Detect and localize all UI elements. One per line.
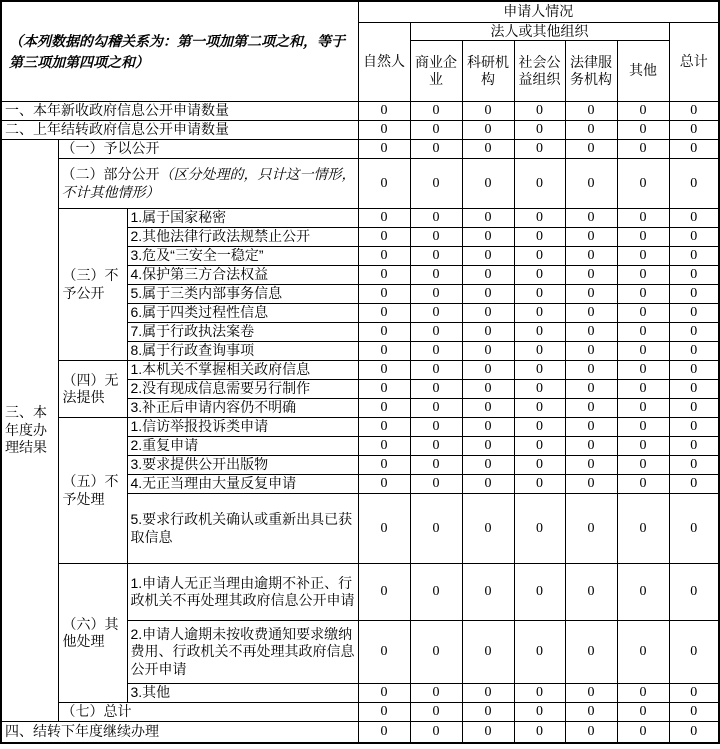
value-cell-partial-disclosure: 0: [462, 159, 514, 209]
row-label-not-disclosed-8: 8.属于行政查询事项: [127, 342, 358, 361]
value-cell-not-disclosed-8: 0: [565, 342, 617, 361]
row-label-not-disclosed-1: 1.属于国家秘密: [127, 209, 358, 228]
reconciliation-note: （本列数据的勾稽关系为：第一项加第二项之和，等于第三项加第四项之和）: [9, 32, 345, 70]
value-cell-not-processed-4: 0: [410, 475, 462, 494]
value-cell-not-disclosed-4: 0: [410, 266, 462, 285]
value-cell-not-processed-4: 0: [617, 475, 669, 494]
value-cell-carried-to-next-year: 0: [669, 722, 719, 743]
value-cell-not-disclosed-7: 0: [617, 323, 669, 342]
value-cell-not-disclosed-6: 0: [358, 304, 410, 323]
value-cell-unable-to-provide-1: 0: [462, 361, 514, 380]
value-cell-not-processed-5: 0: [565, 494, 617, 564]
value-cell-not-disclosed-6: 0: [410, 304, 462, 323]
value-cell-unable-to-provide-1: 0: [617, 361, 669, 380]
value-cell-not-processed-4: 0: [514, 475, 565, 494]
header-legal-service-org: 法律服务机构: [565, 41, 617, 102]
row-label-not-disclosed-4: 4.保护第三方合法权益: [127, 266, 358, 285]
value-cell-not-disclosed-3: 0: [410, 247, 462, 266]
value-cell-new-requests: 0: [410, 102, 462, 121]
group-label-not-disclosed: （三）不予公开: [58, 209, 127, 361]
table-row: [1, 361, 719, 380]
value-cell-not-disclosed-1: 0: [617, 209, 669, 228]
value-cell-unable-to-provide-2: 0: [462, 380, 514, 399]
value-cell-partial-disclosure: 0: [410, 159, 462, 209]
table-row: [1, 564, 719, 621]
row-label-not-disclosed-5: 5.属于三类内部事务信息: [127, 285, 358, 304]
value-cell-not-processed-5: 0: [462, 494, 514, 564]
value-cell-other-handling-1: 0: [462, 564, 514, 621]
value-cell-partial-disclosure: 0: [358, 159, 410, 209]
value-cell-carried-to-next-year: 0: [565, 722, 617, 743]
value-cell-not-processed-3: 0: [462, 456, 514, 475]
row-label-granted: （一）予以公开: [58, 140, 358, 159]
value-cell-not-processed-1: 0: [514, 418, 565, 437]
value-cell-not-disclosed-5: 0: [514, 285, 565, 304]
row-label-partial: [58, 159, 358, 209]
value-cell-other-handling-3: 0: [617, 684, 669, 703]
value-cell-not-disclosed-2: 0: [358, 228, 410, 247]
value-cell-not-disclosed-2: 0: [617, 228, 669, 247]
value-cell-not-disclosed-6: 0: [617, 304, 669, 323]
value-cell-not-processed-5: 0: [669, 494, 719, 564]
value-cell-other-handling-2: 0: [514, 621, 565, 684]
value-cell-not-disclosed-7: 0: [410, 323, 462, 342]
value-cell-not-processed-1: 0: [358, 418, 410, 437]
value-cell-other-handling-2: 0: [410, 621, 462, 684]
table-row: [1, 159, 719, 209]
value-cell-not-disclosed-5: 0: [462, 285, 514, 304]
partial-label-note: （区分处理的，只计这一情形，不计其他情形）: [61, 166, 356, 200]
value-cell-other-handling-1: 0: [358, 564, 410, 621]
value-cell-not-disclosed-1: 0: [514, 209, 565, 228]
value-cell-other-handling-1: 0: [669, 564, 719, 621]
group-label-not-processed: （五）不予处理: [58, 418, 127, 564]
row-label-not-disclosed-2: 2.其他法律行政法规禁止公开: [127, 228, 358, 247]
value-cell-partial-disclosure: 0: [514, 159, 565, 209]
value-cell-other-handling-1: 0: [565, 564, 617, 621]
table-row: [1, 140, 719, 159]
value-cell-not-disclosed-2: 0: [669, 228, 719, 247]
value-cell-not-disclosed-3: 0: [617, 247, 669, 266]
row-label-not-processed-4: 4.无正当理由大量反复申请: [127, 475, 358, 494]
value-cell-not-disclosed-8: 0: [669, 342, 719, 361]
value-cell-not-disclosed-1: 0: [669, 209, 719, 228]
value-cell-other-handling-3: 0: [565, 684, 617, 703]
value-cell-other-handling-2: 0: [462, 621, 514, 684]
header-total: 总计: [669, 22, 719, 102]
value-cell-new-requests: 0: [565, 102, 617, 121]
value-cell-other-handling-2: 0: [358, 621, 410, 684]
value-cell-subtotal: 0: [669, 703, 719, 722]
value-cell-unable-to-provide-3: 0: [514, 399, 565, 418]
value-cell-other-handling-1: 0: [410, 564, 462, 621]
row-label-carried-to-next-year: 四、结转下年度继续办理: [1, 722, 358, 743]
table-row: [1, 722, 719, 743]
value-cell-other-handling-1: 0: [514, 564, 565, 621]
value-cell-not-disclosed-7: 0: [358, 323, 410, 342]
value-cell-subtotal: 0: [514, 703, 565, 722]
value-cell-other-handling-3: 0: [669, 684, 719, 703]
value-cell-other-handling-1: 0: [617, 564, 669, 621]
value-cell-carried-over-last-year: 0: [514, 121, 565, 140]
value-cell-not-disclosed-4: 0: [565, 266, 617, 285]
value-cell-granted-disclosure: 0: [565, 140, 617, 159]
value-cell-granted-disclosure: 0: [617, 140, 669, 159]
value-cell-unable-to-provide-3: 0: [410, 399, 462, 418]
value-cell-unable-to-provide-2: 0: [358, 380, 410, 399]
row-label-other-handling-3: 3.其他: [127, 684, 358, 703]
value-cell-other-handling-2: 0: [617, 621, 669, 684]
value-cell-not-processed-2: 0: [669, 437, 719, 456]
value-cell-not-disclosed-2: 0: [565, 228, 617, 247]
group-label-other-handling: （六）其他处理: [58, 564, 127, 703]
value-cell-not-disclosed-4: 0: [669, 266, 719, 285]
value-cell-partial-disclosure: 0: [669, 159, 719, 209]
value-cell-not-disclosed-4: 0: [462, 266, 514, 285]
value-cell-unable-to-provide-1: 0: [565, 361, 617, 380]
value-cell-partial-disclosure: 0: [617, 159, 669, 209]
value-cell-not-disclosed-7: 0: [514, 323, 565, 342]
row-label-new-requests: 一、本年新收政府信息公开申请数量: [1, 102, 358, 121]
value-cell-not-processed-3: 0: [669, 456, 719, 475]
value-cell-not-disclosed-3: 0: [462, 247, 514, 266]
value-cell-not-processed-2: 0: [514, 437, 565, 456]
value-cell-carried-to-next-year: 0: [514, 722, 565, 743]
value-cell-unable-to-provide-2: 0: [617, 380, 669, 399]
header-applicant-situation: 申请人情况: [358, 1, 719, 22]
value-cell-not-disclosed-8: 0: [514, 342, 565, 361]
value-cell-granted-disclosure: 0: [669, 140, 719, 159]
value-cell-not-disclosed-8: 0: [617, 342, 669, 361]
value-cell-not-disclosed-1: 0: [462, 209, 514, 228]
value-cell-granted-disclosure: 0: [358, 140, 410, 159]
value-cell-other-handling-3: 0: [462, 684, 514, 703]
value-cell-not-processed-1: 0: [410, 418, 462, 437]
row-label-subtotal: （七）总计: [58, 703, 358, 722]
value-cell-carried-to-next-year: 0: [358, 722, 410, 743]
value-cell-other-handling-3: 0: [514, 684, 565, 703]
row-label-unable-1: 1.本机关不掌握相关政府信息: [127, 361, 358, 380]
value-cell-not-disclosed-2: 0: [462, 228, 514, 247]
value-cell-not-disclosed-6: 0: [514, 304, 565, 323]
value-cell-unable-to-provide-2: 0: [514, 380, 565, 399]
value-cell-carried-to-next-year: 0: [410, 722, 462, 743]
table-row: [1, 703, 719, 722]
value-cell-new-requests: 0: [358, 102, 410, 121]
row-label-other-handling-1: 1.申请人无正当理由逾期不补正、行政机关不再处理其政府信息公开申请: [127, 564, 358, 621]
reconciliation-note-cell: [1, 1, 358, 102]
value-cell-carried-over-last-year: 0: [669, 121, 719, 140]
table-row: [1, 418, 719, 437]
value-cell-not-disclosed-4: 0: [617, 266, 669, 285]
header-row-1: [1, 1, 719, 22]
value-cell-carried-over-last-year: 0: [462, 121, 514, 140]
value-cell-granted-disclosure: 0: [462, 140, 514, 159]
value-cell-not-disclosed-1: 0: [565, 209, 617, 228]
value-cell-not-processed-1: 0: [617, 418, 669, 437]
value-cell-not-processed-5: 0: [617, 494, 669, 564]
value-cell-not-disclosed-3: 0: [358, 247, 410, 266]
value-cell-unable-to-provide-1: 0: [410, 361, 462, 380]
row-label-not-processed-1: 1.信访举报投诉类申请: [127, 418, 358, 437]
header-natural-person: 自然人: [358, 22, 410, 102]
value-cell-new-requests: 0: [669, 102, 719, 121]
group-label-unable-to-provide: （四）无法提供: [58, 361, 127, 418]
value-cell-not-processed-1: 0: [462, 418, 514, 437]
header-research-institution: 科研机构: [462, 41, 514, 102]
value-cell-not-processed-5: 0: [514, 494, 565, 564]
value-cell-not-processed-4: 0: [669, 475, 719, 494]
row-label-unable-2: 2.没有现成信息需要另行制作: [127, 380, 358, 399]
table-row: [1, 209, 719, 228]
header-legal-org: 法人或其他组织: [410, 22, 669, 41]
value-cell-not-disclosed-8: 0: [462, 342, 514, 361]
value-cell-not-disclosed-6: 0: [669, 304, 719, 323]
value-cell-not-disclosed-5: 0: [410, 285, 462, 304]
value-cell-unable-to-provide-1: 0: [669, 361, 719, 380]
value-cell-not-disclosed-3: 0: [514, 247, 565, 266]
value-cell-unable-to-provide-3: 0: [669, 399, 719, 418]
value-cell-not-disclosed-2: 0: [410, 228, 462, 247]
value-cell-carried-over-last-year: 0: [410, 121, 462, 140]
row-label-not-disclosed-6: 6.属于四类过程性信息: [127, 304, 358, 323]
value-cell-not-processed-3: 0: [410, 456, 462, 475]
value-cell-not-disclosed-3: 0: [669, 247, 719, 266]
value-cell-new-requests: 0: [617, 102, 669, 121]
value-cell-not-disclosed-1: 0: [410, 209, 462, 228]
value-cell-granted-disclosure: 0: [514, 140, 565, 159]
value-cell-new-requests: 0: [462, 102, 514, 121]
value-cell-unable-to-provide-3: 0: [358, 399, 410, 418]
value-cell-other-handling-3: 0: [358, 684, 410, 703]
value-cell-not-processed-2: 0: [565, 437, 617, 456]
value-cell-new-requests: 0: [514, 102, 565, 121]
value-cell-not-disclosed-5: 0: [358, 285, 410, 304]
value-cell-not-processed-3: 0: [358, 456, 410, 475]
value-cell-not-disclosed-6: 0: [462, 304, 514, 323]
table-row: [1, 121, 719, 140]
value-cell-not-processed-5: 0: [410, 494, 462, 564]
row-label-unable-3: 3.补正后申请内容仍不明确: [127, 399, 358, 418]
value-cell-unable-to-provide-3: 0: [617, 399, 669, 418]
value-cell-subtotal: 0: [358, 703, 410, 722]
value-cell-unable-to-provide-1: 0: [514, 361, 565, 380]
value-cell-subtotal: 0: [462, 703, 514, 722]
value-cell-other-handling-3: 0: [410, 684, 462, 703]
value-cell-carried-over-last-year: 0: [565, 121, 617, 140]
value-cell-carried-to-next-year: 0: [462, 722, 514, 743]
value-cell-other-handling-2: 0: [669, 621, 719, 684]
table-row: [1, 102, 719, 121]
header-other-org: 其他: [617, 41, 669, 102]
value-cell-unable-to-provide-1: 0: [358, 361, 410, 380]
value-cell-not-disclosed-8: 0: [358, 342, 410, 361]
value-cell-not-processed-3: 0: [565, 456, 617, 475]
value-cell-not-disclosed-5: 0: [617, 285, 669, 304]
value-cell-not-processed-5: 0: [358, 494, 410, 564]
value-cell-not-processed-2: 0: [358, 437, 410, 456]
value-cell-not-disclosed-7: 0: [565, 323, 617, 342]
value-cell-subtotal: 0: [617, 703, 669, 722]
value-cell-not-disclosed-6: 0: [565, 304, 617, 323]
row-label-other-handling-2: 2.申请人逾期未按收费通知要求缴纳费用、行政机关不再处理其政府信息公开申请: [127, 621, 358, 684]
row-label-not-processed-2: 2.重复申请: [127, 437, 358, 456]
value-cell-unable-to-provide-2: 0: [669, 380, 719, 399]
section-label-annual-results: 三、本年度办理结果: [1, 140, 58, 722]
value-cell-not-processed-3: 0: [514, 456, 565, 475]
value-cell-not-disclosed-5: 0: [669, 285, 719, 304]
value-cell-not-disclosed-1: 0: [358, 209, 410, 228]
value-cell-not-processed-1: 0: [565, 418, 617, 437]
value-cell-not-disclosed-4: 0: [358, 266, 410, 285]
value-cell-not-processed-2: 0: [462, 437, 514, 456]
value-cell-carried-to-next-year: 0: [617, 722, 669, 743]
value-cell-carried-over-last-year: 0: [358, 121, 410, 140]
value-cell-unable-to-provide-2: 0: [565, 380, 617, 399]
value-cell-not-disclosed-8: 0: [410, 342, 462, 361]
value-cell-not-processed-2: 0: [617, 437, 669, 456]
header-commercial-enterprise: 商业企业: [410, 41, 462, 102]
value-cell-unable-to-provide-3: 0: [462, 399, 514, 418]
value-cell-not-disclosed-7: 0: [462, 323, 514, 342]
row-label-carried-over: 二、上年结转政府信息公开申请数量: [1, 121, 358, 140]
value-cell-not-processed-4: 0: [565, 475, 617, 494]
partial-label-main: （二）部分公开: [61, 166, 160, 182]
value-cell-not-processed-3: 0: [617, 456, 669, 475]
header-social-welfare-org: 社会公益组织: [514, 41, 565, 102]
value-cell-unable-to-provide-2: 0: [410, 380, 462, 399]
value-cell-not-processed-2: 0: [410, 437, 462, 456]
value-cell-not-disclosed-3: 0: [565, 247, 617, 266]
value-cell-partial-disclosure: 0: [565, 159, 617, 209]
value-cell-subtotal: 0: [565, 703, 617, 722]
value-cell-unable-to-provide-3: 0: [565, 399, 617, 418]
value-cell-not-processed-1: 0: [669, 418, 719, 437]
value-cell-not-disclosed-7: 0: [669, 323, 719, 342]
value-cell-carried-over-last-year: 0: [617, 121, 669, 140]
value-cell-not-disclosed-4: 0: [514, 266, 565, 285]
row-label-not-disclosed-7: 7.属于行政执法案卷: [127, 323, 358, 342]
row-label-not-processed-5: 5.要求行政机关确认或重新出具已获取信息: [127, 494, 358, 564]
value-cell-other-handling-2: 0: [565, 621, 617, 684]
row-label-not-processed-3: 3.要求提供公开出版物: [127, 456, 358, 475]
value-cell-subtotal: 0: [410, 703, 462, 722]
value-cell-not-disclosed-2: 0: [514, 228, 565, 247]
value-cell-not-processed-4: 0: [462, 475, 514, 494]
row-label-not-disclosed-3: 3.危及“三安全一稳定”: [127, 247, 358, 266]
value-cell-not-processed-4: 0: [358, 475, 410, 494]
value-cell-not-disclosed-5: 0: [565, 285, 617, 304]
value-cell-granted-disclosure: 0: [410, 140, 462, 159]
